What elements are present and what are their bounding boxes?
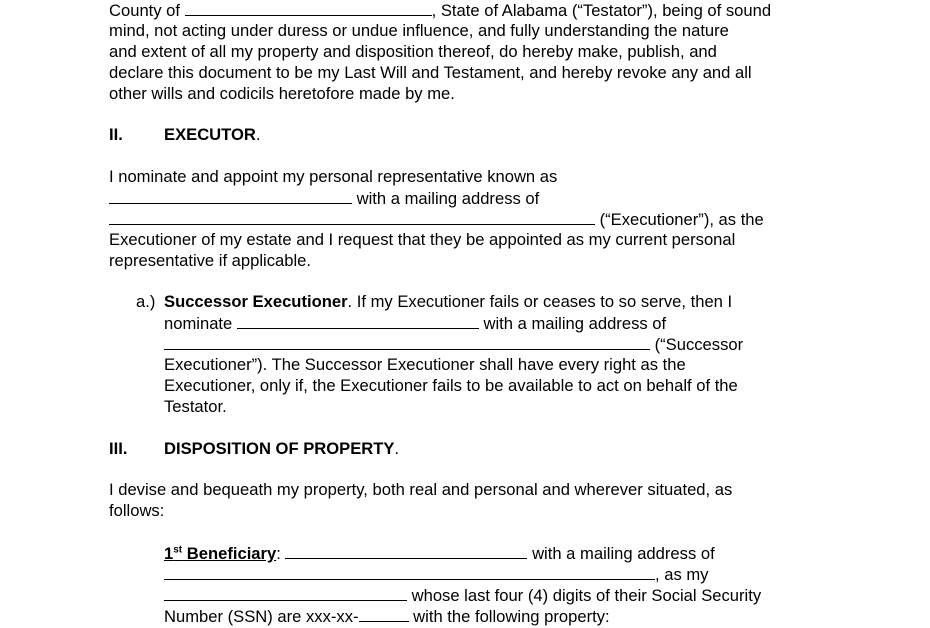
text: : <box>276 544 286 564</box>
successor-line <box>109 292 829 313</box>
text: Beneficiary <box>182 544 277 564</box>
intro-line <box>109 0 829 21</box>
successor-line: Testator. <box>164 396 227 416</box>
section-title: DISPOSITION OF PROPERTY <box>164 438 395 458</box>
text: whose last four (4) digits of their Social Security <box>407 585 762 605</box>
ssn-blank[interactable] <box>359 606 409 622</box>
beneficiary-address-blank[interactable] <box>164 564 655 580</box>
beneficiary-line <box>109 564 829 585</box>
list-label: a.) <box>136 292 156 312</box>
text: nominate <box>164 314 237 334</box>
text: , State of Alabama (“Testator”), being of sound <box>431 1 772 20</box>
intro-line: and extent of all my property and disposition thereof, do hereby make, publish, and <box>109 41 717 61</box>
intro-line: declare this document to be my Last Will and Testament, and hereby revoke any and all <box>109 62 752 82</box>
beneficiary-line <box>109 543 829 564</box>
executor-line: representative if applicable. <box>109 250 312 270</box>
section-heading-disposition <box>109 439 829 460</box>
text: Number (SSN) are xxx-xx- <box>164 606 359 626</box>
text: (“Successor <box>650 335 744 355</box>
beneficiary-title <box>164 544 276 563</box>
county-blank[interactable] <box>185 0 432 16</box>
section-title: EXECUTOR <box>164 125 256 145</box>
text: , as my <box>655 565 709 585</box>
executor-name-blank[interactable] <box>109 188 352 204</box>
subsection-title: Successor Executioner <box>164 292 348 312</box>
beneficiary-name-blank[interactable] <box>285 543 527 559</box>
intro-line: other wills and codicils heretofore made by me. <box>109 83 455 103</box>
text: . If my Executioner fails or ceases to so serve, then I <box>347 292 733 312</box>
text: with a mailing address of <box>527 544 715 564</box>
successor-address-blank[interactable] <box>164 334 650 350</box>
successor-line: Executioner, only if, the Executioner fails to be available to act on behalf of the <box>164 376 738 396</box>
section-number: II. <box>109 125 123 145</box>
executor-line: I nominate and appoint my personal representative known as <box>109 167 558 187</box>
executor-address-blank[interactable] <box>109 209 595 225</box>
text: . <box>394 438 400 458</box>
text: 1 <box>164 544 174 564</box>
beneficiary-relation-blank[interactable] <box>164 585 407 601</box>
executor-line <box>109 188 829 209</box>
successor-name-blank[interactable] <box>237 313 479 329</box>
will-document <box>109 0 829 627</box>
section-number: III. <box>109 438 128 458</box>
disposition-line: I devise and bequeath my property, both real and personal and wherever situated, as <box>109 480 733 500</box>
beneficiary-line <box>109 606 829 627</box>
text: (“Executioner”), as the <box>595 209 764 229</box>
section-heading-executor <box>109 125 829 146</box>
text: with a mailing address of <box>478 314 667 334</box>
successor-line <box>109 313 829 334</box>
executor-line <box>109 209 829 230</box>
text: with the following property: <box>408 606 610 626</box>
executor-line: Executioner of my estate and I request that they be appointed as my current personal <box>109 229 736 249</box>
beneficiary-line <box>109 585 829 606</box>
text: . <box>255 125 261 145</box>
text: County of <box>109 1 185 20</box>
intro-line: mind, not acting under duress or undue influence, and fully understanding the nature <box>109 20 729 40</box>
successor-line: Executioner”). The Successor Executioner shall have every right as the <box>164 355 686 375</box>
text: with a mailing address of <box>352 189 540 209</box>
disposition-line: follows: <box>109 501 165 521</box>
text: st <box>173 544 183 556</box>
successor-line <box>109 334 829 355</box>
